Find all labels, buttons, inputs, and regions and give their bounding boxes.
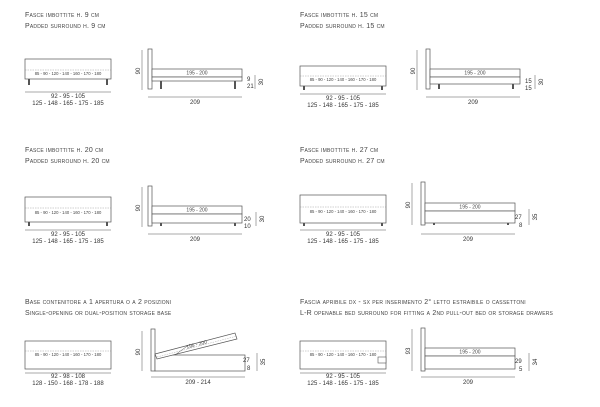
outer-widths-1: 92 - 95 - 105 bbox=[50, 232, 86, 238]
drawing-padded-15 bbox=[300, 10, 570, 120]
side-view bbox=[136, 186, 266, 243]
headboard-height: 90 bbox=[136, 348, 142, 356]
title-italian: Fasce imbottite h. 20 cm bbox=[25, 147, 104, 154]
band-side bbox=[430, 77, 520, 84]
length-label: 195 - 200 bbox=[459, 349, 481, 356]
outer-widths-1: 92 - 95 - 105 bbox=[325, 232, 361, 238]
title-english: L-R openable bed surround for fitting a 2nd pull-out bed or storage drawers bbox=[300, 310, 554, 317]
outer-widths-1: 92 - 98 - 108 bbox=[50, 374, 86, 380]
leg bbox=[106, 79, 108, 85]
title-english: Padded surround h. 9 cm bbox=[25, 23, 106, 30]
length-label: 195 - 200 bbox=[186, 207, 208, 214]
leg-height: 8 bbox=[519, 223, 523, 229]
side-view bbox=[411, 49, 545, 106]
inner-widths-label: 85 - 90 - 120 - 140 - 160 - 170 - 180 bbox=[309, 352, 377, 357]
front-view bbox=[25, 341, 111, 387]
headboard bbox=[421, 328, 425, 371]
storage-base-side bbox=[155, 355, 245, 371]
leg bbox=[28, 222, 30, 226]
outer-widths-2: 125 - 148 - 165 - 175 - 185 bbox=[307, 103, 379, 109]
leg bbox=[381, 223, 383, 226]
leg-height: 10 bbox=[244, 224, 251, 230]
title-english: Single-opening or dual-position storage base bbox=[25, 310, 172, 317]
leg-height: 5 bbox=[519, 367, 523, 373]
front-view bbox=[25, 59, 111, 107]
drawing-padded-20 bbox=[25, 145, 295, 255]
headboard-height: 90 bbox=[411, 67, 417, 75]
total-length: 209 bbox=[467, 100, 479, 106]
total-height: 35 bbox=[261, 358, 267, 366]
leg-height: 8 bbox=[247, 366, 251, 372]
leg bbox=[433, 223, 435, 225]
leg bbox=[234, 81, 236, 89]
drawing-padded-9 bbox=[25, 10, 295, 120]
headboard-height: 90 bbox=[406, 201, 412, 209]
total-length: 209 bbox=[189, 100, 201, 106]
leg bbox=[507, 223, 509, 225]
leg bbox=[303, 86, 305, 90]
headboard bbox=[148, 49, 152, 89]
band-height: 29 bbox=[515, 359, 522, 365]
length-label: 195 - 200 bbox=[464, 70, 486, 77]
total-length: 209 - 214 bbox=[185, 380, 211, 386]
side-view bbox=[136, 329, 267, 386]
band-side bbox=[425, 356, 515, 369]
leg bbox=[106, 222, 108, 226]
headboard bbox=[421, 182, 425, 225]
title-italian: Base contenitore a 1 apertura o a 2 posizioni bbox=[25, 299, 172, 306]
headboard-height: 90 bbox=[136, 67, 142, 75]
title-italian: Fasce imbottite h. 9 cm bbox=[25, 12, 100, 19]
total-height: 30 bbox=[260, 215, 266, 223]
outer-widths-2: 128 - 150 - 168 - 178 - 188 bbox=[32, 381, 104, 387]
inner-widths-label: 85 - 90 - 120 - 140 - 160 - 170 - 180 bbox=[34, 210, 102, 215]
outer-widths-1: 92 - 95 - 105 bbox=[50, 94, 86, 100]
outer-widths-2: 125 - 148 - 165 - 175 - 185 bbox=[307, 381, 379, 387]
outer-widths-2: 125 - 148 - 165 - 175 - 185 bbox=[307, 239, 379, 245]
leg bbox=[381, 86, 383, 90]
leg bbox=[234, 223, 236, 226]
title-italian: Fasce imbottite h. 27 cm bbox=[300, 147, 379, 154]
opening-panel-marker bbox=[378, 357, 386, 363]
front-view bbox=[25, 197, 111, 245]
drawing-padded-27 bbox=[300, 145, 570, 255]
inner-widths-label: 85 - 90 - 120 - 140 - 160 - 170 - 180 bbox=[309, 209, 377, 214]
band-height: 15 bbox=[525, 79, 532, 85]
total-length: 209 bbox=[189, 237, 201, 243]
leg bbox=[438, 84, 440, 89]
inner-widths-label: 85 - 90 - 120 - 140 - 160 - 170 - 180 bbox=[34, 71, 102, 76]
title-italian: Fasce imbottite h. 15 cm bbox=[300, 12, 379, 19]
band-height: 27 bbox=[515, 215, 522, 221]
headboard bbox=[426, 49, 430, 89]
band-height: 27 bbox=[243, 358, 250, 364]
leg-height: 15 bbox=[525, 86, 532, 92]
headboard bbox=[151, 329, 155, 371]
length-label: 195 - 200 bbox=[186, 70, 208, 77]
total-height: 35 bbox=[533, 213, 539, 221]
total-length: 209 bbox=[462, 237, 474, 243]
length-label: 195 - 200 bbox=[185, 339, 208, 351]
outer-widths-1: 92 - 95 - 105 bbox=[325, 96, 361, 102]
side-view bbox=[406, 328, 539, 386]
total-height: 34 bbox=[533, 358, 539, 366]
outer-widths-1: 92 - 95 - 105 bbox=[325, 374, 361, 380]
outer-widths-2: 125 - 148 - 165 - 175 - 185 bbox=[32, 239, 104, 245]
total-length: 209 bbox=[462, 380, 474, 386]
leg bbox=[303, 223, 305, 226]
outer-widths-2: 125 - 148 - 165 - 175 - 185 bbox=[32, 101, 104, 107]
total-height: 30 bbox=[539, 78, 545, 86]
leg bbox=[160, 81, 162, 89]
leg bbox=[160, 223, 162, 226]
bed-front-frame bbox=[25, 59, 111, 79]
side-view bbox=[406, 182, 539, 243]
band-side bbox=[152, 214, 242, 223]
leg bbox=[28, 79, 30, 85]
length-label: 195 - 200 bbox=[459, 204, 481, 211]
title-english: Padded surround h. 15 cm bbox=[300, 23, 385, 30]
leg-height: 21 bbox=[247, 84, 254, 90]
leg bbox=[512, 84, 514, 89]
band-height: 9 bbox=[247, 77, 251, 83]
band-side bbox=[425, 211, 515, 223]
band-height: 20 bbox=[244, 217, 251, 223]
drawing-openable-surround bbox=[300, 297, 570, 407]
title-italian: Fascia apribile dx - sx per inserimento 2° letto estraibile o cassettoni bbox=[300, 299, 526, 306]
total-height: 30 bbox=[259, 78, 265, 86]
headboard-height: 93 bbox=[406, 347, 412, 355]
inner-widths-label: 85 - 90 - 120 - 140 - 160 - 170 - 180 bbox=[34, 352, 102, 357]
headboard-height: 90 bbox=[136, 204, 142, 212]
inner-widths-label: 85 - 90 - 120 - 140 - 160 - 170 - 180 bbox=[309, 77, 377, 82]
band-side bbox=[152, 77, 242, 81]
front-view bbox=[300, 195, 386, 245]
front-view bbox=[300, 341, 386, 387]
title-english: Padded surround h. 20 cm bbox=[25, 158, 110, 165]
side-view bbox=[136, 49, 265, 106]
front-view bbox=[300, 66, 386, 109]
drawing-storage-base bbox=[25, 297, 295, 407]
title-english: Padded surround h. 27 cm bbox=[300, 158, 385, 165]
headboard bbox=[148, 186, 152, 226]
